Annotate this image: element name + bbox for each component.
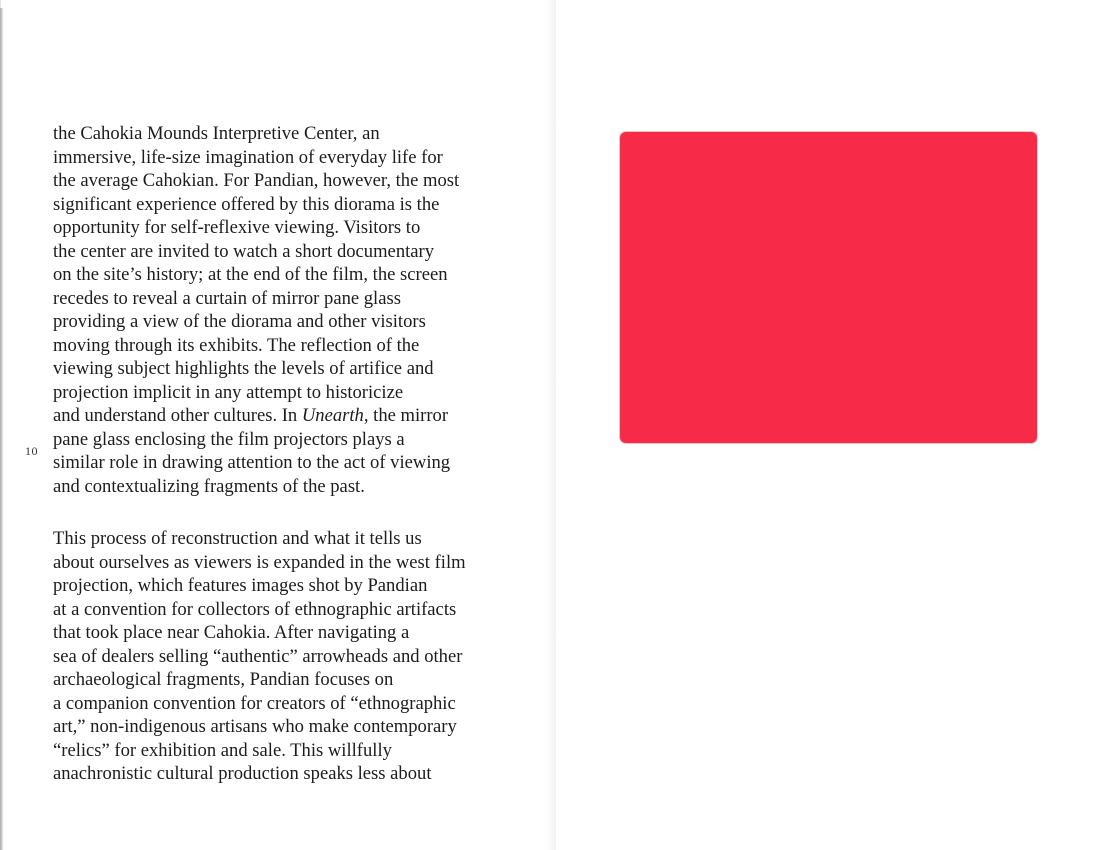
text-line (53, 404, 523, 428)
text-line: on the site’s history; at the end of the film, the screen (53, 264, 448, 285)
text-line: anachronistic cultural production speaks less about (53, 763, 432, 784)
text-line: the average Cahokian. For Pandian, however, the most (53, 170, 460, 191)
red-color-plate (620, 132, 1037, 443)
text-line: and contextualizing fragments of the past. (53, 475, 365, 497)
text-fragment: , the mirror (363, 405, 449, 426)
line-number: 10 (25, 444, 38, 458)
text-line: immersive, life-size imagination of everyday life for (53, 146, 443, 168)
text-line: projection, which features images shot by Pandian (53, 575, 428, 596)
page-edge (0, 8, 3, 850)
paragraph-1 (53, 122, 523, 498)
text-line: sea of dealers selling “authentic” arrowheads and other (53, 645, 463, 667)
work-title: Unearth (301, 405, 364, 426)
text-line: the Cahokia Mounds Interpretive Center, an (53, 123, 380, 144)
text-line: a companion convention for creators of “ethnographic (53, 692, 456, 714)
text-line: that took place near Cahokia. After navigating a (53, 622, 410, 643)
text-line: viewing subject highlights the levels of artifice and (53, 358, 434, 379)
text-line: the center are invited to watch a short documentary (53, 240, 435, 262)
text-line: significant experience offered by this diorama is the (53, 193, 440, 215)
text-line: about ourselves as viewers is expanded in the west film (53, 551, 466, 573)
text-line: archaeological fragments, Pandian focuses on (53, 669, 394, 690)
paragraph-2 (53, 527, 523, 786)
text-line: at a convention for collectors of ethnographic artifacts (53, 598, 457, 620)
text-fragment: and understand other cultures. In (53, 405, 302, 426)
text-line: “relics” for exhibition and sale. This willfully (53, 739, 392, 761)
text-line: moving through its exhibits. The reflection of the (53, 334, 420, 356)
text-line: projection implicit in any attempt to historicize (53, 381, 404, 403)
text-line: art,” non-indigenous artisans who make contemporary (53, 716, 457, 737)
text-line: providing a view of the diorama and other visitors (53, 311, 426, 332)
text-line: pane glass enclosing the film projectors plays a (53, 428, 405, 450)
text-line: similar role in drawing attention to the act of viewing (53, 452, 451, 473)
text-line: This process of reconstruction and what it tells us (53, 528, 422, 549)
text-line: opportunity for self-reflexive viewing. Visitors to (53, 217, 421, 238)
text-line: recedes to reveal a curtain of mirror pane glass (53, 287, 401, 309)
